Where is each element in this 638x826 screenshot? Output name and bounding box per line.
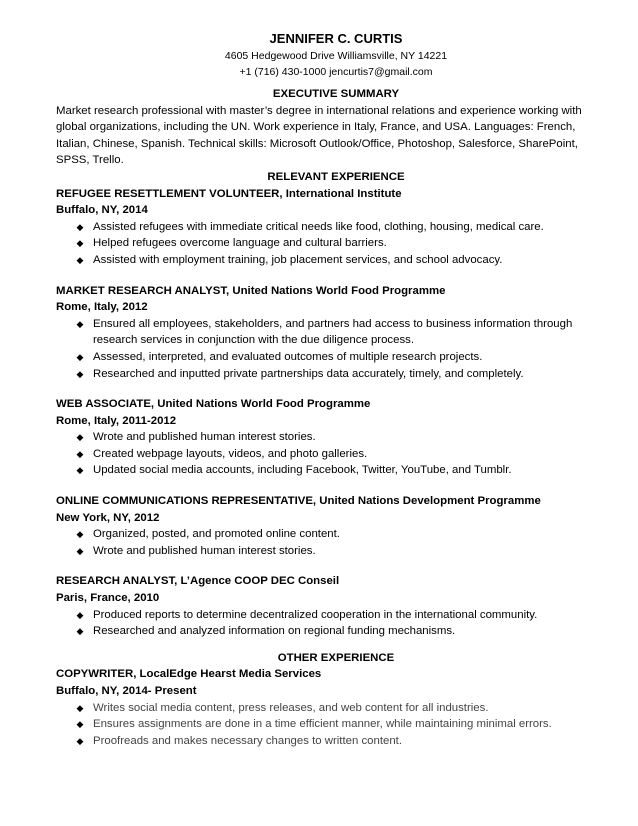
diamond-bullet-icon: ◆ [76, 719, 84, 730]
job-bullet-list [56, 316, 596, 382]
job-bullet-item [56, 219, 596, 236]
diamond-bullet-icon: ◆ [76, 368, 84, 379]
job-bullet-text: Created webpage layouts, videos, and photo galleries. [93, 447, 368, 460]
job-bullet-item [56, 700, 596, 717]
job-bullet-item [56, 733, 596, 750]
job-bullet-item [56, 252, 596, 269]
job-bullet-text: Researched and inputted private partnerships data accurately, timely, and completely. [93, 367, 524, 380]
diamond-bullet-icon: ◆ [76, 735, 84, 746]
job-title: WEB ASSOCIATE, United Nations World Food Programme [56, 398, 371, 411]
resume-page [56, 30, 596, 759]
job-location-date: Rome, Italy, 2011-2012 [56, 414, 177, 427]
job-bullet-text: Organized, posted, and promoted online content. [93, 528, 340, 541]
job-bullet-list [56, 526, 596, 559]
executive-summary-heading: EXECUTIVE SUMMARY [272, 88, 400, 100]
diamond-bullet-icon: ◆ [76, 545, 84, 556]
job-bullet-item [56, 623, 596, 640]
phone-email: +1 (716) 430-1000 jencurtis7@gmail.com [239, 66, 433, 78]
diamond-bullet-icon: ◆ [76, 254, 84, 265]
address: 4605 Hedgewood Drive Williamsville, NY 14221 [224, 50, 448, 62]
diamond-bullet-icon: ◆ [76, 448, 84, 459]
job-title: ONLINE COMMUNICATIONS REPRESENTATIVE, United Nations Development Programme [56, 495, 541, 508]
job-bullet-item [56, 607, 596, 624]
job-bullet-item [56, 526, 596, 543]
job-bullet-list [56, 429, 596, 479]
job-bullet-item [56, 429, 596, 446]
diamond-bullet-icon: ◆ [76, 238, 84, 249]
job-bullet-text: Produced reports to determine decentralized cooperation in the international community. [93, 608, 538, 621]
job-bullet-item [56, 349, 596, 366]
job-bullet-item [56, 235, 596, 252]
job-bullet-list [56, 700, 596, 750]
job-title: REFUGEE RESETTLEMENT VOLUNTEER, International Institute [56, 187, 402, 200]
job-bullet-text: Researched and analyzed information on regional funding mechanisms. [93, 625, 456, 638]
job-bullet-item [56, 366, 596, 383]
diamond-bullet-icon: ◆ [76, 609, 84, 620]
job-bullet-text: Ensures assignments are done in a time efficient manner, while maintaining minimal errors. [93, 718, 552, 731]
job-bullet-text: Updated social media accounts, including Facebook, Twitter, YouTube, and Tumblr. [93, 464, 512, 477]
job-location-date: New York, NY, 2012 [56, 511, 160, 524]
other-experience-heading: OTHER EXPERIENCE [277, 651, 395, 664]
job-title: RESEARCH ANALYST, L’Agence COOP DEC Conseil [56, 575, 340, 588]
job-bullet-item [56, 316, 596, 349]
job-location-date: Rome, Italy, 2012 [56, 301, 148, 314]
diamond-bullet-icon: ◆ [76, 529, 84, 540]
other-experience-list [56, 666, 596, 749]
job-entry [56, 396, 596, 479]
executive-summary-text: Market research professional with master’s degree in international relations and experience working with global organizations, including the UN. Work experience in Italy, France, and USA. Languages: French, Italian, Chinese, Spanish. Technical skills: Microsoft Outlook/Office, Photoshop, Salesforce, SharePoint, SPSS, Trello. [56, 104, 582, 167]
diamond-bullet-icon: ◆ [76, 221, 84, 232]
job-bullet-text: Wrote and published human interest stories. [93, 544, 316, 557]
job-bullet-item [56, 446, 596, 463]
job-location-date: Buffalo, NY, 2014- Present [56, 685, 197, 697]
job-entry [56, 666, 596, 749]
job-bullet-text: Proofreads and makes necessary changes to written content. [93, 734, 402, 747]
job-location-date: Buffalo, NY, 2014 [56, 204, 148, 217]
job-bullet-text: Assisted refugees with immediate critical needs like food, clothing, housing, medical care. [93, 220, 544, 233]
job-bullet-text: Assessed, interpreted, and evaluated outcomes of multiple research projects. [93, 350, 483, 363]
diamond-bullet-icon: ◆ [76, 351, 84, 362]
job-entry [56, 283, 596, 383]
relevant-experience-heading: RELEVANT EXPERIENCE [267, 170, 405, 183]
job-entry [56, 186, 596, 269]
job-entry [56, 573, 596, 639]
job-bullet-list [56, 607, 596, 640]
job-bullet-item [56, 716, 596, 733]
job-location-date: Paris, France, 2010 [56, 592, 160, 605]
relevant-experience-list [56, 186, 596, 640]
job-bullet-text: Ensured all employees, stakeholders, and partners had access to business information through research services in conjunction with the due diligence process. [93, 317, 573, 347]
job-title: MARKET RESEARCH ANALYST, United Nations World Food Programme [56, 284, 446, 297]
diamond-bullet-icon: ◆ [76, 702, 84, 713]
job-bullet-text: Wrote and published human interest stories. [93, 431, 316, 444]
job-bullet-item [56, 543, 596, 560]
diamond-bullet-icon: ◆ [76, 465, 84, 476]
job-bullet-text: Assisted with employment training, job placement services, and school advocacy. [93, 253, 503, 266]
resume-name: JENNIFER C. CURTIS [269, 31, 403, 46]
diamond-bullet-icon: ◆ [76, 432, 84, 443]
diamond-bullet-icon: ◆ [76, 318, 84, 329]
diamond-bullet-icon: ◆ [76, 626, 84, 637]
job-title: COPYWRITER, LocalEdge Hearst Media Services [56, 668, 322, 681]
job-bullet-item [56, 462, 596, 479]
job-bullet-list [56, 219, 596, 269]
job-entry [56, 493, 596, 559]
job-bullet-text: Helped refugees overcome language and cultural barriers. [93, 237, 387, 250]
job-bullet-text: Writes social media content, press releases, and web content for all industries. [93, 701, 489, 714]
